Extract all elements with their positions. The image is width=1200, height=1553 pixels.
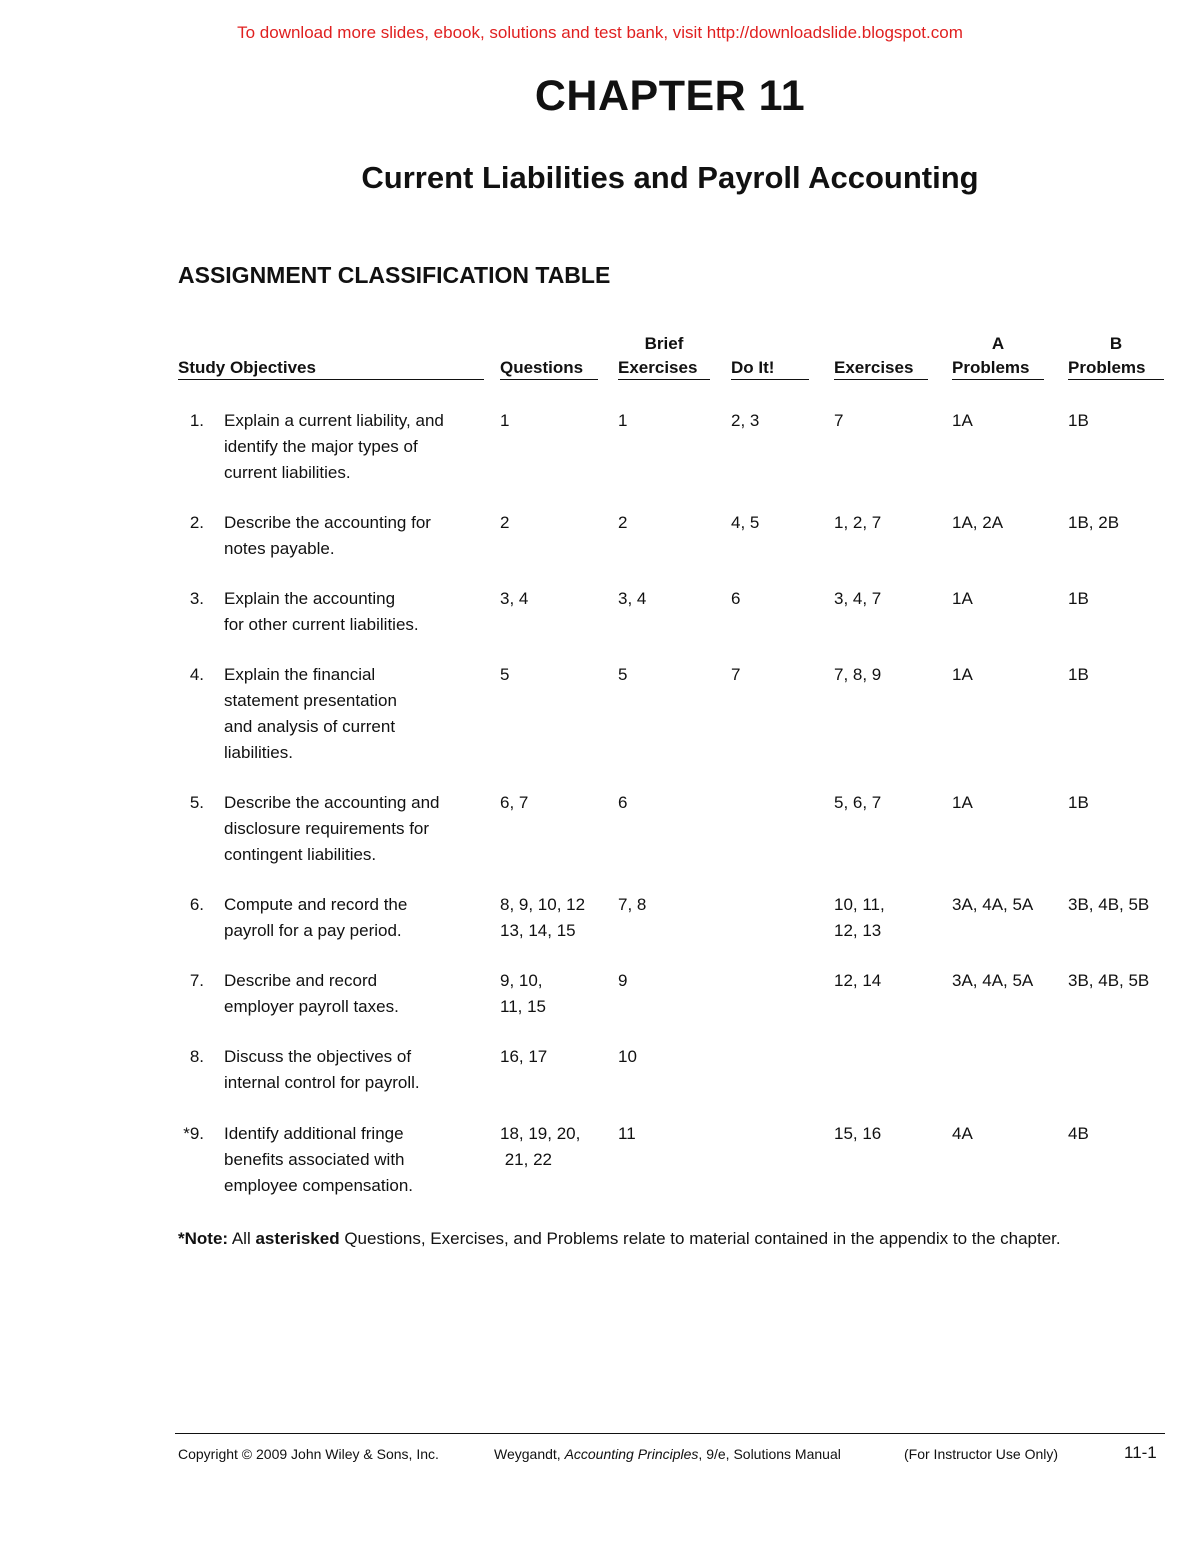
exercises-value: 12, 14 bbox=[834, 971, 882, 990]
questions-value: 9, 10, bbox=[500, 971, 543, 990]
do-it-cell bbox=[731, 586, 740, 612]
header-study-objectives: Study Objectives bbox=[178, 334, 484, 380]
brief-exercises-value: 7, 8 bbox=[618, 895, 647, 914]
exercises-cell bbox=[834, 586, 881, 612]
a-problems-value: 1A, 2A bbox=[952, 513, 1004, 532]
footer-edition: , 9/e, Solutions Manual bbox=[698, 1446, 841, 1462]
exercises-cell bbox=[834, 510, 881, 536]
b-problems-value: 3B, 4B, 5B bbox=[1068, 895, 1150, 914]
objective-number: *9. bbox=[183, 1124, 204, 1143]
objective-number: 6. bbox=[189, 895, 204, 914]
objective-number: 4. bbox=[189, 665, 204, 684]
exercises-value: 10, 11, bbox=[834, 895, 885, 914]
objective-line: Identify additional fringe bbox=[224, 1124, 404, 1143]
a-problems-value: 1A bbox=[952, 589, 973, 608]
brief-exercises-value: 2 bbox=[618, 513, 628, 532]
a-problems-value: 1A bbox=[952, 793, 973, 812]
exercises-cell bbox=[834, 968, 881, 994]
brief-exercises-value: 9 bbox=[618, 971, 628, 990]
brief-exercises-value: 11 bbox=[618, 1124, 636, 1143]
questions-cell bbox=[500, 408, 509, 434]
b-problems-cell bbox=[1068, 662, 1089, 688]
brief-exercises-cell bbox=[618, 662, 627, 688]
objective-line: disclosure requirements for bbox=[224, 819, 430, 838]
questions-cell bbox=[500, 892, 585, 944]
objective-line: Explain a current liability, and bbox=[224, 411, 444, 430]
header-do-it: Do It! bbox=[731, 334, 809, 380]
objective-number: 5. bbox=[189, 793, 204, 812]
objective-line: identify the major types of bbox=[224, 437, 418, 456]
questions-value: 21, 22 bbox=[500, 1150, 552, 1169]
a-problems-cell bbox=[952, 1121, 973, 1147]
objective-description bbox=[224, 586, 489, 638]
exercises-value: 12, 13 bbox=[834, 921, 882, 940]
brief-exercises-cell bbox=[618, 408, 627, 434]
brief-exercises-cell bbox=[618, 892, 646, 918]
b-problems-value: 1B bbox=[1068, 411, 1089, 430]
header-questions: Questions bbox=[500, 334, 598, 380]
footer-rule bbox=[175, 1433, 1165, 1434]
objective-line: employer payroll taxes. bbox=[224, 997, 399, 1016]
brief-exercises-cell bbox=[618, 510, 627, 536]
brief-exercises-cell bbox=[618, 1044, 637, 1070]
questions-value: 5 bbox=[500, 665, 510, 684]
do-it-value: 4, 5 bbox=[731, 513, 760, 532]
note-text-1: All bbox=[228, 1229, 256, 1248]
objective-description bbox=[224, 892, 489, 944]
objective-line: Discuss the objectives of bbox=[224, 1047, 412, 1066]
footer-copyright: Copyright © 2009 John Wiley & Sons, Inc. bbox=[178, 1446, 439, 1462]
objective-description bbox=[224, 968, 489, 1020]
a-problems-value: 3A, 4A, 5A bbox=[952, 895, 1034, 914]
exercises-cell bbox=[834, 790, 881, 816]
objective-line: benefits associated with bbox=[224, 1150, 405, 1169]
objective-line: internal control for payroll. bbox=[224, 1073, 420, 1092]
header-a-problems: A Problems bbox=[952, 334, 1044, 380]
exercises-value: 5, 6, 7 bbox=[834, 793, 882, 812]
exercises-cell bbox=[834, 892, 885, 944]
do-it-cell bbox=[731, 662, 740, 688]
objective-description bbox=[224, 1121, 489, 1199]
brief-exercises-cell bbox=[618, 790, 627, 816]
objective-description bbox=[224, 510, 489, 562]
questions-cell bbox=[500, 510, 509, 536]
note-bold-word: asterisked bbox=[255, 1229, 340, 1248]
objective-line: Describe the accounting for bbox=[224, 513, 431, 532]
objective-line: Describe the accounting and bbox=[224, 793, 440, 812]
exercises-cell bbox=[834, 662, 881, 688]
brief-exercises-value: 3, 4 bbox=[618, 589, 647, 608]
objective-line: employee compensation. bbox=[224, 1176, 414, 1195]
footer-author: Weygandt, bbox=[494, 1446, 565, 1462]
b-problems-value: 1B, 2B bbox=[1068, 513, 1120, 532]
objective-description bbox=[224, 790, 489, 868]
objective-line: statement presentation bbox=[224, 691, 397, 710]
objective-line: and analysis of current bbox=[224, 717, 396, 736]
questions-cell bbox=[500, 586, 528, 612]
objective-number: 2. bbox=[189, 513, 204, 532]
objective-description bbox=[224, 408, 489, 486]
exercises-value: 7 bbox=[834, 411, 844, 430]
chapter-title: CHAPTER 11 bbox=[534, 72, 806, 120]
b-problems-cell bbox=[1068, 586, 1089, 612]
header-brief-exercises: Brief Exercises bbox=[618, 334, 710, 380]
exercises-value: 1, 2, 7 bbox=[834, 513, 882, 532]
questions-cell bbox=[500, 1044, 547, 1070]
b-problems-value: 4B bbox=[1068, 1124, 1089, 1143]
b-problems-cell bbox=[1068, 790, 1089, 816]
b-problems-value: 3B, 4B, 5B bbox=[1068, 971, 1150, 990]
a-problems-cell bbox=[952, 968, 1033, 994]
objective-line: Compute and record the bbox=[224, 895, 408, 914]
objective-line: current liabilities. bbox=[224, 463, 351, 482]
note-label: *Note: bbox=[178, 1229, 229, 1248]
objective-description bbox=[224, 1044, 489, 1096]
header-exercises: Exercises bbox=[834, 334, 928, 380]
questions-value: 13, 14, 15 bbox=[500, 921, 576, 940]
brief-exercises-cell bbox=[618, 1121, 636, 1147]
header-b-problems: B Problems bbox=[1068, 334, 1164, 380]
brief-exercises-value: 1 bbox=[618, 411, 628, 430]
objective-line: contingent liabilities. bbox=[224, 845, 377, 864]
a-problems-value: 1A bbox=[952, 665, 973, 684]
questions-value: 8, 9, 10, 12 bbox=[500, 895, 586, 914]
b-problems-value: 1B bbox=[1068, 589, 1089, 608]
do-it-value: 7 bbox=[731, 665, 741, 684]
brief-exercises-value: 10 bbox=[618, 1047, 637, 1066]
do-it-value: 6 bbox=[731, 589, 741, 608]
questions-value: 6, 7 bbox=[500, 793, 529, 812]
a-problems-cell bbox=[952, 408, 973, 434]
a-problems-cell bbox=[952, 586, 973, 612]
objective-line: notes payable. bbox=[224, 539, 335, 558]
exercises-cell bbox=[834, 1121, 881, 1147]
brief-exercises-cell bbox=[618, 586, 646, 612]
objective-line: Describe and record bbox=[224, 971, 378, 990]
exercises-value: 15, 16 bbox=[834, 1124, 882, 1143]
questions-value: 2 bbox=[500, 513, 510, 532]
objective-line: liabilities. bbox=[224, 743, 293, 762]
questions-value: 1 bbox=[500, 411, 510, 430]
a-problems-cell bbox=[952, 892, 1033, 918]
objective-line: payroll for a pay period. bbox=[224, 921, 402, 940]
exercises-value: 3, 4, 7 bbox=[834, 589, 882, 608]
questions-cell bbox=[500, 662, 509, 688]
do-it-value: 2, 3 bbox=[731, 411, 760, 430]
objective-line: Explain the accounting bbox=[224, 589, 396, 608]
footer-instructor-use: (For Instructor Use Only) bbox=[904, 1446, 1059, 1462]
chapter-subtitle: Current Liabilities and Payroll Accounting bbox=[361, 160, 979, 195]
brief-exercises-value: 6 bbox=[618, 793, 628, 812]
objective-description bbox=[224, 662, 489, 766]
questions-value: 18, 19, 20, bbox=[500, 1124, 581, 1143]
a-problems-cell bbox=[952, 510, 1003, 536]
questions-value: 11, 15 bbox=[500, 997, 547, 1016]
b-problems-value: 1B bbox=[1068, 665, 1089, 684]
b-problems-cell bbox=[1068, 510, 1119, 536]
objective-line: for other current liabilities. bbox=[224, 615, 419, 634]
b-problems-cell bbox=[1068, 892, 1149, 918]
brief-exercises-cell bbox=[618, 968, 627, 994]
objective-number: 1. bbox=[189, 411, 204, 430]
b-problems-cell bbox=[1068, 408, 1089, 434]
questions-cell bbox=[500, 968, 546, 1020]
questions-cell bbox=[500, 790, 528, 816]
footer-book bbox=[494, 1446, 841, 1462]
footnote bbox=[178, 1226, 1164, 1252]
do-it-cell bbox=[731, 408, 759, 434]
objective-line: Explain the financial bbox=[224, 665, 376, 684]
a-problems-value: 4A bbox=[952, 1124, 973, 1143]
section-title: ASSIGNMENT CLASSIFICATION TABLE bbox=[178, 262, 611, 288]
objective-number: 7. bbox=[189, 971, 204, 990]
a-problems-value: 3A, 4A, 5A bbox=[952, 971, 1034, 990]
note-text-2: Questions, Exercises, and Problems relate to material contained in the appendix to the chapter. bbox=[339, 1229, 1061, 1248]
a-problems-cell bbox=[952, 662, 973, 688]
b-problems-cell bbox=[1068, 968, 1149, 994]
objective-number: 8. bbox=[189, 1047, 204, 1066]
questions-value: 16, 17 bbox=[500, 1047, 548, 1066]
do-it-cell bbox=[731, 510, 759, 536]
page-number: 11-1 bbox=[1124, 1443, 1157, 1462]
a-problems-value: 1A bbox=[952, 411, 973, 430]
b-problems-value: 1B bbox=[1068, 793, 1089, 812]
exercises-cell bbox=[834, 408, 843, 434]
questions-cell bbox=[500, 1121, 580, 1173]
b-problems-cell bbox=[1068, 1121, 1089, 1147]
questions-value: 3, 4 bbox=[500, 589, 529, 608]
a-problems-cell bbox=[952, 790, 973, 816]
brief-exercises-value: 5 bbox=[618, 665, 628, 684]
objective-number: 3. bbox=[189, 589, 204, 608]
footer-book-title: Accounting Principles bbox=[564, 1446, 699, 1462]
exercises-value: 7, 8, 9 bbox=[834, 665, 882, 684]
download-banner[interactable]: To download more slides, ebook, solutions and test bank, visit http://downloadslide.blogspot.com bbox=[237, 23, 963, 42]
